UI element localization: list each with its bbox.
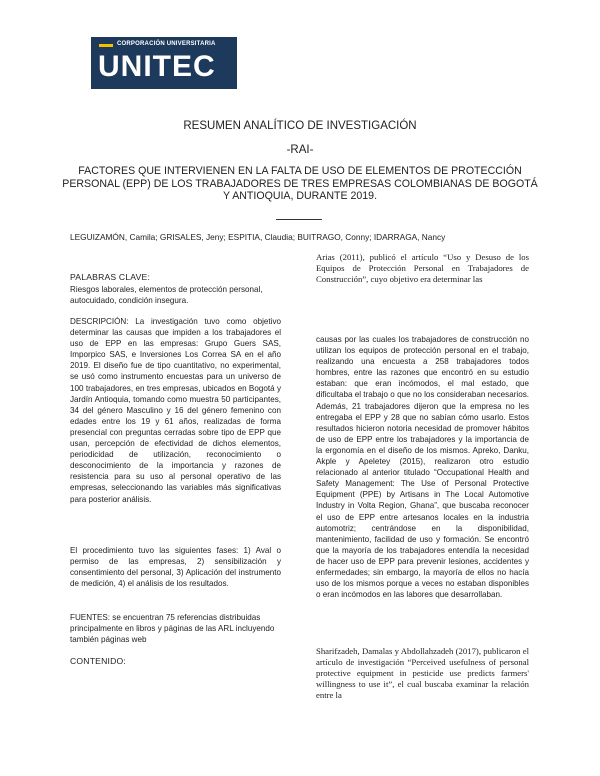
document-subtitle: -RAI- [286,144,314,156]
title-divider [276,219,322,220]
procedure-paragraph: El procedimiento tuvo las siguientes fases: 1) Aval o permiso de las empresas, 2) sensibilización y consentimiento del personal, 3) Aplicación del instrumento de medición, 4) el análisis de los resultados. [70,546,281,589]
logo-subtitle: CORPORACIÓN UNIVERSITARIA [117,41,216,47]
keywords-heading: PALABRAS CLAVE: [70,272,151,282]
sources-paragraph: FUENTES: se encuentran 75 referencias distribuidas principalmente en libros y páginas de las ARL incluyendo también páginas web [70,613,275,645]
logo-accent-bar [99,44,113,47]
author-list: LEGUIZAMÓN, Camila; GRISALES, Jeny; ESPITIA, Claudia; BUITRAGO, Conny; IDARRAGA, Nancy [70,232,446,242]
right-paragraph-3: Sharifzadeh, Damalas y Abdollahzadeh (2017), publicaron el artículo de investigación “Perceived usefulness of personal protective equipment in pesticide use predicts farmers' willingness to use it”, el cual buscaba examinar la relación entre la [316,646,529,700]
unitec-logo [91,37,237,89]
logo-wordmark: UNITEC [98,50,216,83]
keywords-text: Riesgos laborales, elementos de protección personal, autocuidado, condición insegura. [70,285,263,306]
paper-title: FACTORES QUE INTERVIENEN EN LA FALTA DE USO DE ELEMENTOS DE PROTECCIÓN PERSONAL (EPP) DE LOS TRABAJADORES DE TRES EMPRESAS COLOMBIANAS DE BOGOTÁ Y ANTIOQUIA, DURANTE 2019. [62,165,538,202]
document-title: RESUMEN ANALÍTICO DE INVESTIGACIÓN [183,120,417,132]
content-heading: CONTENIDO: [70,656,126,666]
description-paragraph: DESCRIPCIÓN: La investigación tuvo como objetivo determinar las causas que impiden a los trabajadores el uso de EPP en las empresas: Grupo Guers SAS, Imporpico SAS, e Inversiones Los Correa SA en el año 2019. El diseño fue de tipo cuantitativo, no experimental, se usó como instrumento encuestas para un universo de 100 trabajadores, en tres empresas, ubicados en Bogotá y Jardín Antioquia, tomando como muestra 50 participantes, 34 del género Masculino y 16 del género femenino con edades entre los 19 y 61 años, realizadas de forma presencial con preguntas cerradas sobre tipo de EPP que usan, percepción de efectividad de dichos elementos, periodicidad de utilización, reconocimiento o desconocimiento de la importancia y razones de resistencia para su uso al personal operativo de las empresas, seleccionando las variables más significativas para posterior análisis. [70,317,281,504]
right-paragraph-1: Arias (2011), publicó el artículo “Uso y Desuso de los Equipos de Protección Personal en Trabajadores de Construcción”, cuyo objetivo era determinar las [316,252,529,284]
right-paragraph-2: causas por las cuales los trabajadores de construcción no utilizan los equipos de protección personal en el trabajo, realizando una encuesta a 258 trabajadores todos hombres, entre las razones que encontró en su estudio estaban: que eran incómodos, el mal estado, que dificultaba el trabajo o que no los consideraban necesarios. Además, 21 trabajadores dijeron que la empresa no les entregaba el EPP y 28 que no sabían cómo usarlo. Estos resultados hicieron notoria necesidad de promover hábitos de uso de EPP entre los trabajadores y la importancia de la ergonomía en el diseño de los mismos. Apreko, Danku, Akple y Apeletey (2015), realizaron otro estudio relacionado al anterior titulado “Occupational Health and Safety Management: The Use of Personal Protective Equipment (PPE) by Artisans in The Local Automotive Industry in Volta Region, Ghana”, que buscaba reconocer el uso de EPP entre artesanos locales en la industria automotriz; centrándose en la disponibilidad, mantenimiento, facilidad de uso y formación. Se encontró que la mayoría de los trabajadores entendía la necesidad de hacer uso de EPP para prevenir lesiones, accidentes y enfermedades; sin embargo, la mayoría de ellos no hacía uso de los mismos porque a veces no estaban disponibles o eran incómodos en las labores que desarrollaban. [316,335,529,600]
